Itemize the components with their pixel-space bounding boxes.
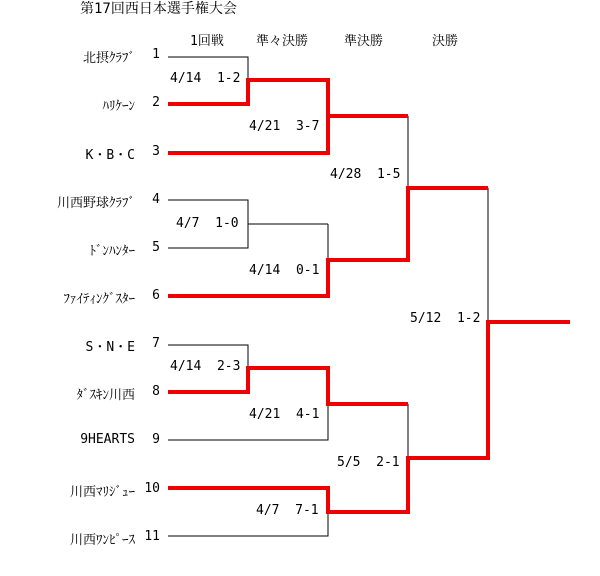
team-name: 北摂ｸﾗﾌﾞ: [82, 51, 135, 66]
match-score: [249, 119, 319, 134]
match-result: 0-1: [295, 263, 320, 278]
team-name: 9HEARTS: [80, 432, 135, 447]
match-score: [249, 263, 319, 278]
winner-line: [168, 80, 328, 153]
round-label-semifinal: 準決勝: [344, 34, 384, 49]
match-date: 4/14: [170, 359, 202, 374]
match-date: 4/14: [249, 263, 281, 278]
match-score: [170, 71, 240, 86]
team-name: ﾌｧｲﾃｨﾝｸﾞｽﾀｰ: [63, 292, 135, 307]
team-seed: 4: [152, 192, 160, 207]
team-seed: 11: [144, 529, 160, 544]
match-result: 4-1: [295, 407, 320, 422]
bracket-winner-lines: [168, 80, 570, 512]
round-label-quarterfinal: 準々決勝: [256, 34, 309, 49]
match-score: [410, 311, 480, 326]
team-name: ﾀﾞｽｷﾝ川西: [76, 388, 135, 403]
team-seed: 1: [152, 47, 160, 62]
team-name: K・B・C: [85, 148, 135, 163]
match-result: 7-1: [295, 503, 319, 518]
team-seed: 10: [144, 481, 160, 496]
match-date: 4/14: [170, 71, 202, 86]
match-date: 4/28: [330, 167, 362, 182]
team-seed: 7: [152, 336, 160, 351]
round-label-1: 1回戦: [190, 34, 224, 49]
team-name: ﾄﾞﾝﾊﾝﾀｰ: [89, 244, 135, 259]
round-label-final: 決勝: [432, 34, 459, 49]
match-result: 1-0: [215, 216, 239, 231]
team-name: 川西ﾜﾝﾋﾟｰｽ: [69, 533, 135, 548]
match-score: [337, 455, 400, 470]
match-date: 4/7: [256, 503, 280, 518]
match-score: [170, 359, 240, 374]
match-date: 5/5: [337, 455, 361, 470]
team-seed: 5: [152, 240, 160, 255]
page-title: 第17回西日本選手権大会: [80, 1, 237, 17]
team-name: S・N・E: [85, 340, 135, 355]
team-name: 川西ﾏﾘｼﾞｭｰ: [69, 485, 135, 500]
match-result: 1-2: [216, 71, 241, 86]
team-seed: 6: [152, 288, 160, 303]
match-result: 1-5: [376, 167, 401, 182]
match-date: 4/21: [249, 407, 281, 422]
team-seed: 2: [152, 95, 160, 110]
match-result: 2-3: [216, 359, 241, 374]
team-seed: 9: [152, 432, 160, 447]
match-date: 5/12: [410, 311, 442, 326]
match-result: 2-1: [376, 455, 400, 470]
team-seed: 3: [152, 144, 160, 159]
team-name: ﾊﾘｹｰﾝ: [102, 99, 135, 114]
match-score: [330, 167, 400, 182]
match-result: 3-7: [295, 119, 320, 134]
match-score: [256, 503, 319, 518]
winner-line: [168, 322, 570, 512]
team-name: 川西野球ｸﾗﾌﾞ: [56, 196, 135, 211]
match-date: 4/21: [249, 119, 281, 134]
team-seed: 8: [152, 384, 160, 399]
match-result: 1-2: [456, 311, 481, 326]
match-score: [249, 407, 319, 422]
match-date: 4/7: [176, 216, 200, 231]
match-score: [176, 216, 239, 231]
